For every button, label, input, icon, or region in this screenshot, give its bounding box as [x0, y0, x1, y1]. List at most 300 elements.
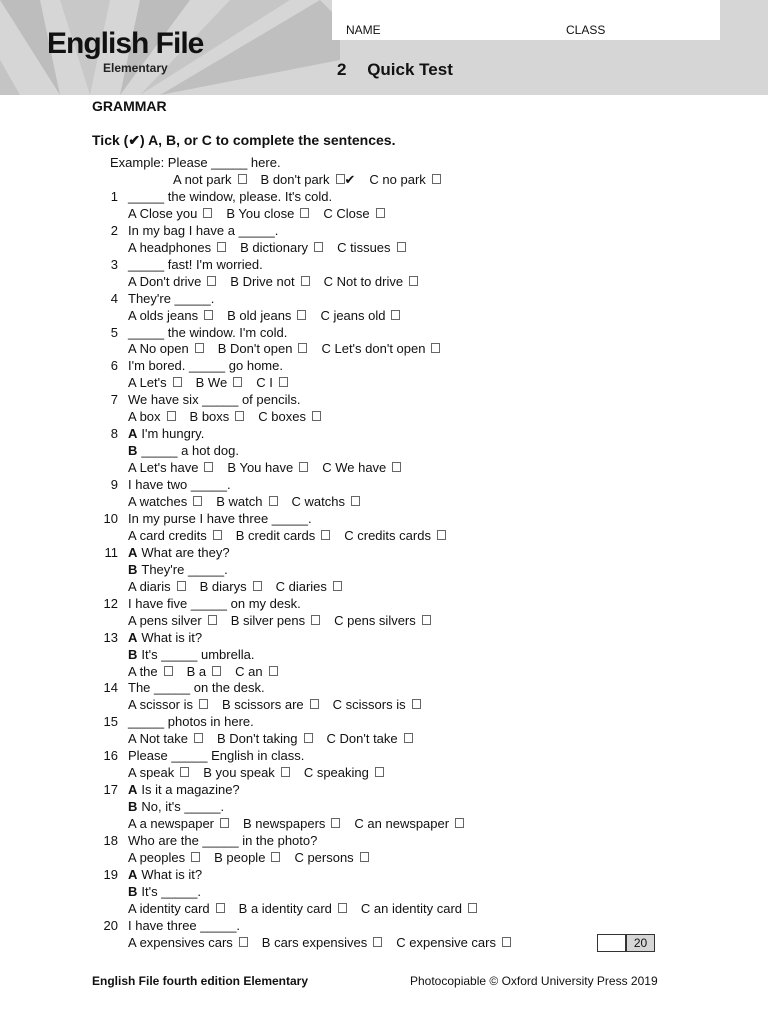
options-row: [128, 341, 450, 357]
checkbox[interactable]: [233, 377, 242, 387]
option[interactable]: [128, 731, 203, 746]
option-label: C an identity card: [360, 900, 463, 916]
option[interactable]: [128, 206, 212, 221]
speaker-label: B: [128, 561, 138, 577]
option[interactable]: [128, 579, 186, 594]
option-label: B Drive not: [230, 273, 295, 289]
option-label: C Let's don't open: [321, 341, 426, 357]
question-text: [128, 443, 239, 459]
option-label: A scissor is: [128, 697, 194, 713]
option-label: B You have: [227, 460, 294, 476]
question-text: [128, 596, 301, 612]
checkbox[interactable]: [164, 666, 173, 676]
sentence: What is it?: [141, 629, 203, 645]
option-label: B credit cards: [235, 527, 316, 543]
checkbox[interactable]: [310, 699, 319, 709]
option-label: C jeans old: [320, 307, 386, 323]
option-label: C Don't take: [326, 731, 398, 747]
checkbox[interactable]: [312, 411, 321, 421]
checkbox[interactable]: [204, 462, 213, 472]
options-row: [128, 816, 474, 832]
sentence: _____ fast! I'm worried.: [128, 256, 263, 272]
checkbox[interactable]: [311, 615, 320, 625]
sentence: I'm hungry.: [141, 426, 205, 442]
question-number: 17: [103, 782, 118, 798]
option-label: C persons: [294, 849, 354, 865]
question-text: [128, 291, 214, 307]
option-label: A Let's have: [128, 460, 199, 476]
options-row: [128, 460, 411, 476]
option-label: C no park: [369, 171, 426, 187]
option[interactable]: [243, 816, 340, 831]
option[interactable]: [240, 240, 323, 255]
question-text: [128, 714, 254, 730]
option[interactable]: [128, 935, 248, 950]
checkbox[interactable]: [269, 666, 278, 676]
checkbox[interactable]: [239, 937, 248, 947]
option-label: B a: [186, 663, 207, 679]
checkbox[interactable]: [216, 903, 225, 913]
option[interactable]: [222, 697, 319, 712]
checkbox[interactable]: [199, 699, 208, 709]
checkbox[interactable]: [432, 174, 441, 184]
option-label: C expensive cars: [396, 934, 496, 950]
option[interactable]: [304, 765, 384, 780]
question-number: 5: [110, 324, 118, 340]
checkbox[interactable]: [167, 411, 176, 421]
option-label: A speak: [128, 765, 175, 781]
checkbox[interactable]: [376, 208, 385, 218]
question-number: 19: [103, 866, 118, 882]
sentence: I have two _____.: [128, 477, 231, 493]
option-label: A olds jeans: [128, 307, 199, 323]
speaker-label: A: [128, 629, 138, 645]
option[interactable]: [324, 274, 418, 289]
example-prompt: Example: Please _____ here.: [110, 155, 281, 170]
checkbox[interactable]: [455, 818, 464, 828]
option[interactable]: [217, 731, 313, 746]
test-number: 2: [337, 60, 347, 79]
question-text: [128, 545, 230, 561]
option[interactable]: [292, 494, 360, 509]
option[interactable]: [128, 816, 229, 831]
option[interactable]: [344, 528, 446, 543]
option[interactable]: [128, 274, 216, 289]
checkbox[interactable]: [301, 276, 310, 286]
speaker-label: B: [128, 799, 138, 815]
question-text: [128, 189, 332, 205]
checkbox[interactable]: [300, 208, 309, 218]
option-label: A peoples: [128, 849, 186, 865]
option[interactable]: [128, 850, 200, 865]
sentence: _____ the window, please. It's cold.: [128, 188, 333, 204]
option[interactable]: [333, 697, 421, 712]
option[interactable]: [239, 901, 347, 916]
checkbox[interactable]: [468, 903, 477, 913]
speaker-label: B: [128, 883, 138, 899]
option[interactable]: [369, 172, 440, 187]
instruction: Tick (✔) A, B, or C to complete the sentences.: [92, 132, 396, 148]
option[interactable]: [226, 206, 309, 221]
sentence: The _____ on the desk.: [128, 680, 265, 696]
option[interactable]: [321, 341, 440, 356]
sentence: No, it's _____.: [141, 799, 225, 815]
question-text: [128, 257, 263, 273]
question-text: [128, 477, 231, 493]
options-row: [128, 850, 379, 866]
option[interactable]: [227, 308, 306, 323]
option-label: B watch: [216, 494, 263, 509]
question-number: 10: [103, 510, 118, 526]
checkbox[interactable]: [220, 818, 229, 828]
checkbox[interactable]: [373, 937, 382, 947]
checkbox[interactable]: [397, 242, 406, 252]
checkbox[interactable]: [204, 310, 213, 320]
option-label: C credits cards: [344, 527, 431, 543]
options-row: [128, 664, 288, 680]
option[interactable]: [262, 935, 383, 950]
sentence: They're _____.: [128, 290, 215, 306]
option[interactable]: [354, 816, 464, 831]
question-number: 15: [103, 714, 118, 730]
option[interactable]: [334, 613, 431, 628]
checkbox[interactable]: [217, 242, 226, 252]
option-label: C Not to drive: [323, 273, 404, 289]
sentence: I have five _____ on my desk.: [128, 595, 301, 611]
question-text: [128, 630, 202, 646]
option-label: B boxs: [189, 409, 230, 425]
option-label: C speaking: [303, 765, 369, 781]
checkbox[interactable]: [392, 462, 401, 472]
brand-subtitle: Elementary: [103, 61, 168, 75]
question-number: 11: [104, 544, 118, 560]
footer-copyright: Photocopiable © Oxford University Press 2019: [410, 974, 658, 988]
option[interactable]: [322, 460, 401, 475]
sentence: What are they?: [141, 544, 230, 560]
speaker-label: A: [128, 544, 138, 560]
option[interactable]: [227, 460, 308, 475]
question-number: 8: [110, 426, 118, 442]
checkbox[interactable]: [409, 276, 418, 286]
option[interactable]: [128, 308, 213, 323]
option[interactable]: [396, 935, 511, 950]
option-label: A the: [128, 663, 158, 679]
checkbox[interactable]: [338, 903, 347, 913]
question-text: [128, 918, 240, 934]
option[interactable]: [327, 731, 413, 746]
checkbox[interactable]: [203, 208, 212, 218]
sentence: I'm bored. _____ go home.: [128, 358, 283, 374]
checkbox[interactable]: [331, 818, 340, 828]
option[interactable]: [196, 375, 243, 390]
checkbox[interactable]: [321, 530, 330, 540]
options-row: [128, 528, 456, 544]
sentence: Is it a magazine?: [141, 782, 240, 798]
checkbox[interactable]: [333, 581, 342, 591]
question-text: [128, 680, 265, 696]
option[interactable]: [258, 409, 321, 424]
sentence: It's _____.: [141, 883, 201, 899]
class-label: CLASS: [566, 23, 606, 37]
checkbox[interactable]: [375, 767, 384, 777]
question-text: [128, 325, 287, 341]
option[interactable]: [203, 765, 290, 780]
option-label: C diaries: [275, 578, 327, 594]
option[interactable]: [128, 409, 176, 424]
option[interactable]: [190, 409, 245, 424]
question-text: [128, 833, 317, 849]
question-text: [128, 867, 202, 883]
sentence: Who are the _____ in the photo?: [128, 833, 318, 848]
question-number: 3: [110, 256, 118, 272]
option-label: B cars expensives: [261, 934, 368, 950]
option[interactable]: [256, 375, 288, 390]
options-row: [128, 935, 521, 951]
checkbox[interactable]: [281, 767, 290, 777]
option-label: A pens silver: [128, 612, 202, 628]
option[interactable]: [128, 460, 213, 475]
speaker-label: A: [128, 866, 138, 882]
checkbox[interactable]: [391, 310, 400, 320]
checkbox[interactable]: [279, 377, 288, 387]
speaker-label: B: [128, 443, 138, 459]
option[interactable]: [128, 375, 182, 390]
option[interactable]: [361, 901, 477, 916]
option[interactable]: [214, 850, 280, 865]
options-row: [128, 308, 410, 324]
options-row: [128, 375, 298, 391]
question-number: 6: [110, 358, 118, 374]
option[interactable]: [128, 613, 217, 628]
option-label: B don't park: [260, 171, 330, 187]
options-row: [128, 274, 428, 290]
name-label: NAME: [346, 23, 381, 37]
options-row: [128, 494, 370, 510]
option-label: C I: [256, 375, 273, 391]
option-label: A not park: [173, 171, 232, 187]
options-row: [173, 172, 451, 188]
test-title-text: Quick Test: [367, 60, 453, 79]
option-label: A Don't drive: [128, 273, 202, 289]
option[interactable]: [128, 341, 204, 356]
option[interactable]: [261, 172, 356, 187]
option[interactable]: [231, 613, 320, 628]
option[interactable]: [216, 494, 277, 509]
option-label: C scissors is: [332, 697, 406, 713]
checkbox[interactable]: [298, 343, 307, 353]
checkbox[interactable]: [360, 852, 369, 862]
option-label: A a newspaper: [128, 816, 215, 832]
option-label: B you speak: [203, 765, 275, 781]
checkbox[interactable]: [193, 496, 202, 506]
sentence: _____ a hot dog.: [141, 443, 239, 459]
options-row: [128, 409, 331, 425]
option-label: B Don't open: [217, 341, 293, 357]
options-row: [128, 901, 487, 917]
checkbox[interactable]: [180, 767, 189, 777]
option[interactable]: [128, 765, 189, 780]
checkbox[interactable]: [194, 733, 203, 743]
option[interactable]: [200, 579, 262, 594]
option-label: B dictionary: [240, 239, 309, 255]
name-class-box: [332, 0, 720, 40]
checkbox[interactable]: [422, 615, 431, 625]
option-label: A diaris: [128, 578, 171, 594]
options-row: [128, 613, 441, 629]
option[interactable]: [218, 341, 308, 356]
option[interactable]: [294, 850, 368, 865]
option[interactable]: [128, 664, 173, 679]
checkbox[interactable]: [269, 496, 278, 506]
question-text: [128, 358, 283, 374]
checkbox[interactable]: [253, 581, 262, 591]
speaker-label: A: [128, 782, 138, 798]
checkbox[interactable]: [412, 699, 421, 709]
option-label: C an: [235, 663, 263, 679]
question-number: 2: [110, 222, 118, 238]
question-text: [128, 392, 300, 408]
tick-mark: ✔: [344, 171, 356, 187]
question-text: [128, 647, 254, 663]
option-label: A No open: [128, 341, 189, 357]
question-text: [128, 748, 304, 764]
option[interactable]: [230, 274, 309, 289]
question-text: [128, 782, 240, 798]
checkbox[interactable]: [299, 462, 308, 472]
option-label: B people: [214, 849, 266, 865]
checkbox[interactable]: [304, 733, 313, 743]
checkbox[interactable]: [271, 852, 280, 862]
question-text: [128, 799, 224, 815]
option[interactable]: [235, 664, 277, 679]
option[interactable]: [337, 240, 405, 255]
option-label: B You close: [226, 205, 295, 221]
option[interactable]: [320, 308, 400, 323]
option-label: B We: [195, 375, 228, 391]
question-number: 9: [110, 477, 118, 493]
option-label: B Don't taking: [216, 731, 298, 747]
option-label: A expensives cars: [128, 934, 233, 950]
footer-title: English File fourth edition Elementary: [92, 974, 309, 988]
question-number: 14: [103, 680, 118, 696]
option-label: B a identity card: [238, 900, 332, 916]
question-number: 4: [110, 290, 118, 306]
question-number: 16: [103, 748, 118, 764]
checkbox[interactable]: [351, 496, 360, 506]
sentence: We have six _____ of pencils.: [128, 392, 301, 408]
option-label: B scissors are: [222, 697, 304, 713]
checkbox[interactable]: [213, 530, 222, 540]
section-title: GRAMMAR: [92, 98, 167, 114]
question-text: [128, 884, 201, 900]
checkbox[interactable]: [336, 174, 345, 184]
option-label: A Let's: [128, 375, 167, 391]
option-label: A card credits: [128, 527, 207, 543]
sentence: _____ the window. I'm cold.: [128, 324, 288, 340]
sentence: In my purse I have three _____.: [128, 510, 312, 526]
sentence: In my bag I have a _____.: [128, 222, 279, 238]
checkbox[interactable]: [177, 581, 186, 591]
options-row: [128, 731, 423, 747]
checkbox[interactable]: [191, 852, 200, 862]
option-label: B old jeans: [227, 307, 292, 323]
option[interactable]: [323, 206, 384, 221]
option[interactable]: [187, 664, 222, 679]
sentence: They're _____.: [141, 561, 228, 577]
speaker-label: A: [128, 426, 138, 442]
sentence: I have three _____.: [128, 917, 241, 933]
checkbox[interactable]: [238, 174, 247, 184]
option-label: C boxes: [258, 409, 306, 425]
question-number: 1: [110, 188, 118, 204]
checkbox[interactable]: [431, 343, 440, 353]
checkbox[interactable]: [208, 615, 217, 625]
question-text: [128, 223, 278, 239]
question-number: 13: [103, 629, 118, 645]
question-number: 20: [103, 917, 118, 933]
option[interactable]: [128, 528, 222, 543]
score-total: 20: [626, 934, 655, 952]
option-label: A box: [128, 409, 161, 425]
question-number: 7: [110, 392, 118, 408]
option-label: C pens silvers: [334, 612, 416, 628]
brand-logo: [47, 29, 203, 75]
checkbox[interactable]: [235, 411, 244, 421]
option-label: B newspapers: [243, 816, 326, 832]
option[interactable]: [276, 579, 342, 594]
option[interactable]: [236, 528, 330, 543]
option-label: B diarys: [199, 578, 247, 594]
header-banner: [0, 0, 768, 95]
options-row: [128, 206, 395, 222]
question-number: 18: [103, 833, 118, 848]
checkbox[interactable]: [297, 310, 306, 320]
option-label: B silver pens: [230, 612, 306, 628]
sentence: Please _____ English in class.: [128, 748, 305, 764]
checkbox[interactable]: [173, 377, 182, 387]
options-row: [128, 697, 431, 713]
option[interactable]: [173, 172, 247, 187]
checkbox[interactable]: [437, 530, 446, 540]
option[interactable]: [128, 901, 225, 916]
option-label: A headphones: [128, 239, 212, 255]
brand-title: English File: [47, 27, 204, 60]
checkbox[interactable]: [195, 343, 204, 353]
checkbox[interactable]: [314, 242, 323, 252]
option[interactable]: [128, 697, 208, 712]
checkbox[interactable]: [212, 666, 221, 676]
option[interactable]: [128, 494, 202, 509]
question-text: [128, 562, 228, 578]
option-label: C Close: [323, 205, 370, 221]
options-row: [128, 579, 352, 595]
score-input-box[interactable]: [597, 934, 626, 952]
sentence: It's _____ umbrella.: [141, 646, 255, 662]
option-label: A Not take: [128, 731, 188, 747]
checkbox[interactable]: [207, 276, 216, 286]
test-title: [337, 60, 453, 80]
options-row: [128, 765, 394, 781]
sentence: What is it?: [141, 866, 203, 882]
option[interactable]: [128, 240, 226, 255]
option-label: A identity card: [128, 900, 210, 916]
checkbox[interactable]: [404, 733, 413, 743]
option-label: C We have: [322, 460, 387, 476]
checkbox[interactable]: [502, 937, 511, 947]
option-label: C an newspaper: [354, 816, 450, 832]
option-label: A Close you: [128, 205, 198, 221]
sentence: _____ photos in here.: [128, 714, 254, 730]
